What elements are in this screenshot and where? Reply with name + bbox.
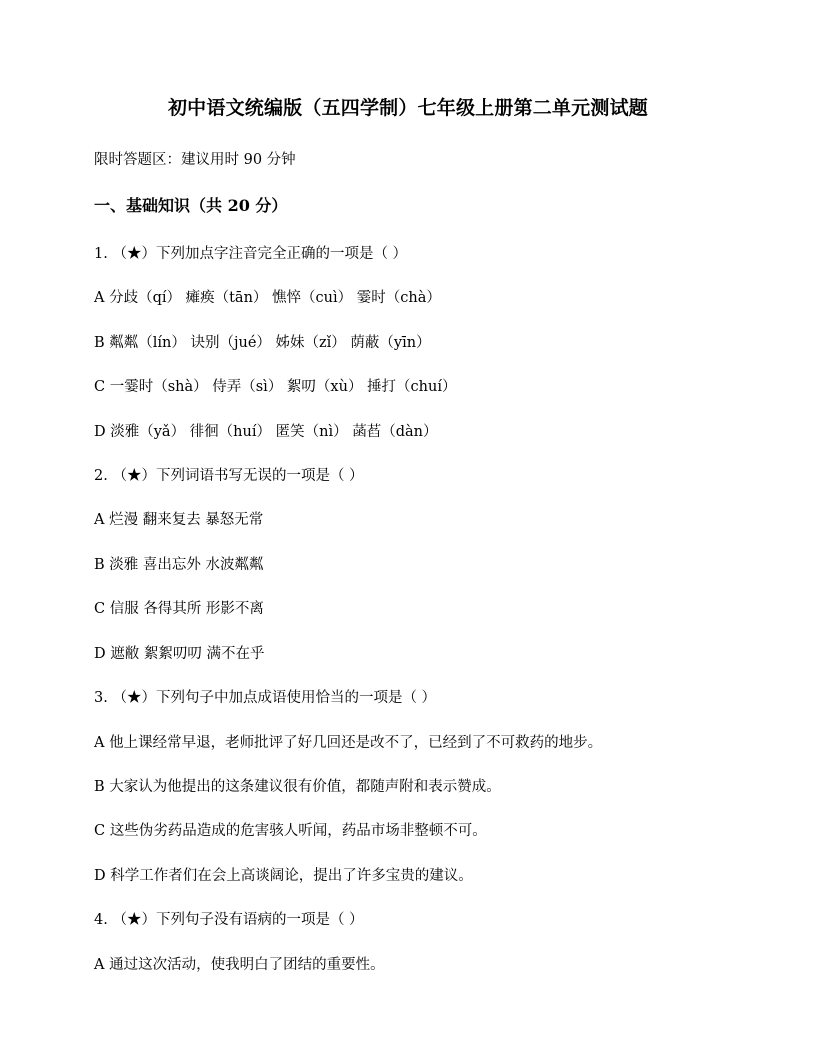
question-stem: 4. （★）下列句子没有语病的一项是（ ） [94, 912, 364, 928]
question-option: A 通过这次活动，使我明白了团结的重要性。 [94, 957, 385, 973]
question-option: A 他上课经常早退，老师批评了好几回还是改不了，已经到了不可救药的地步。 [94, 735, 603, 751]
question-stem: 1. （★）下列加点字注音完全正确的一项是（ ） [94, 246, 408, 262]
question-option: C 信服 各得其所 形影不离 [94, 601, 264, 617]
question-option: A 分歧（qí） 瘫痪（tān） 憔悴（cuì） 霎时（chà） [94, 290, 441, 306]
question-stem: 2. （★）下列词语书写无误的一项是（ ） [94, 468, 364, 484]
question-option: D 遮敝 絮絮叨叨 满不在乎 [94, 646, 265, 662]
document-title: 初中语文统编版（五四学制）七年级上册第二单元测试题 [167, 97, 648, 119]
question-option: A 烂漫 翻来复去 暴怒无常 [94, 512, 264, 528]
question-option: B 大家认为他提出的这条建议很有价值，都随声附和表示赞成。 [94, 779, 501, 795]
section-heading: 一、基础知识（共 20 分） [94, 196, 288, 215]
question-option: C 这些伪劣药品造成的危害骇人听闻，药品市场非整顿不可。 [94, 823, 487, 839]
time-limit-note: 限时答题区：建议用时 90 分钟 [94, 152, 296, 168]
question-option: C 一霎时（shà） 侍弄（sì） 絮叨（xù） 捶打（chuí） [94, 379, 457, 395]
question-option: B 粼粼（lín） 诀别（jué） 姊妹（zǐ） 荫蔽（yīn） [94, 335, 431, 351]
question-option: D 科学工作者们在会上高谈阔论，提出了许多宝贵的建议。 [94, 868, 473, 884]
question-stem: 3. （★）下列句子中加点成语使用恰当的一项是（ ） [94, 690, 437, 706]
question-option: D 淡雅（yǎ） 徘徊（huí） 匿笑（nì） 菡萏（dàn） [94, 424, 438, 440]
question-option: B 淡雅 喜出忘外 水波粼粼 [94, 557, 264, 573]
